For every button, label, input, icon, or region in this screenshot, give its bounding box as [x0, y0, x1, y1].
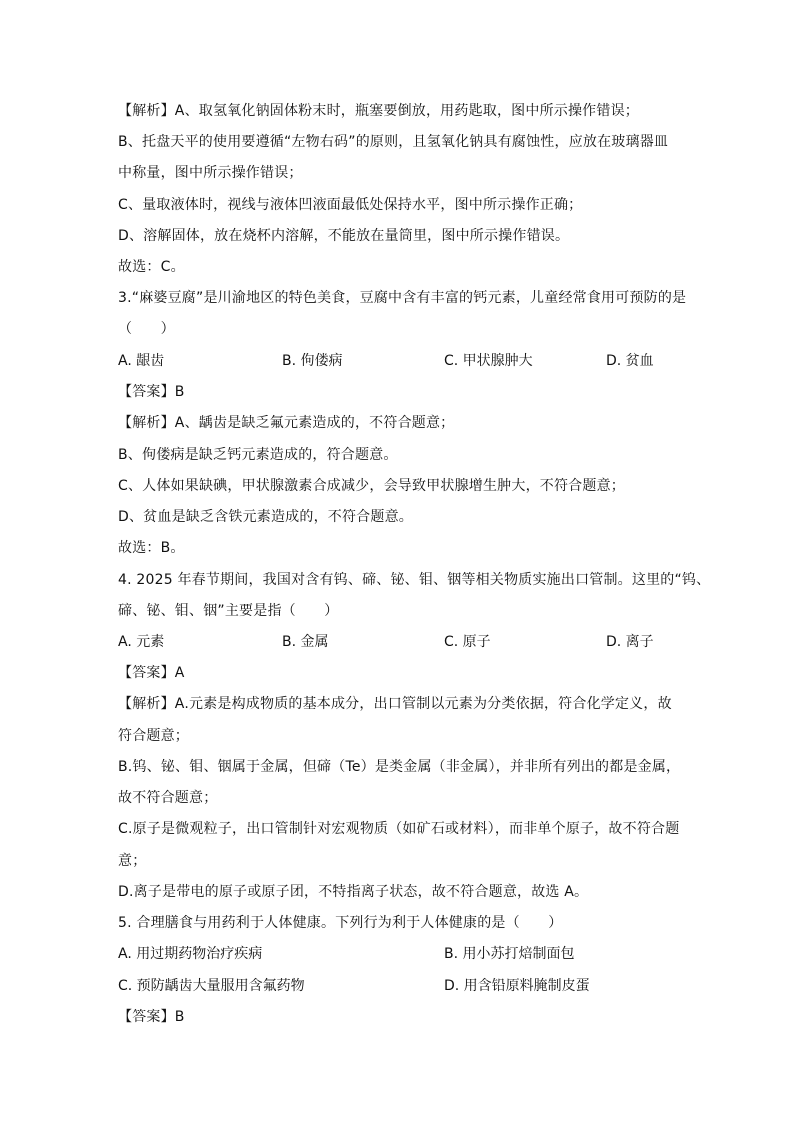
analysis-q2-b-cont: 中称量，图中所示操作错误；: [118, 165, 303, 181]
analysis-q2-c: C、量取液体时，视线与液体凹液面最低处保持水平，图中所示操作正确；: [118, 197, 583, 213]
answer-choice-q2: 故选：C。: [118, 259, 185, 275]
answer-choice-q3: 故选：B。: [118, 540, 185, 556]
q5-option-d: D. 用含铅原料腌制皮蛋: [444, 978, 590, 994]
question-4-stem-cont: 碲、铋、钼、铟”主要是指（ ）: [118, 603, 339, 619]
analysis-q4-b: B.钨、铋、钼、铟属于金属，但碲（Te）是类金属（非金属），并非所有列出的都是金属，: [118, 759, 681, 775]
analysis-q3-b: B、佝偻病是缺乏钙元素造成的，符合题意。: [118, 447, 398, 463]
analysis-q3-d: D、贫血是缺乏含铁元素造成的，不符合题意。: [118, 509, 413, 525]
question-4-stem: 4. 2025 年春节期间，我国对含有钨、碲、铋、钼、铟等相关物质实施出口管制。这里的“钨、: [118, 572, 711, 588]
analysis-q3-a: 【解析】A、龋齿是缺乏氟元素造成的，不符合题意；: [118, 415, 455, 431]
analysis-q4-b-cont: 故不符合题意；: [118, 790, 218, 806]
analysis-q4-d: D.离子是带电的原子或原子团，不特指离子状态，故不符合题意，故选 A。: [118, 884, 589, 900]
q4-option-b: B. 金属: [282, 634, 329, 650]
answer-q5: 【答案】B: [118, 1009, 185, 1025]
analysis-q3-c: C、人体如果缺碘，甲状腺激素合成减少，会导致甲状腺增生肿大，不符合题意；: [118, 478, 625, 494]
answer-q3: 【答案】B: [118, 384, 185, 400]
question-3-stem: 3.“麻婆豆腐”是川渝地区的特色美食，豆腐中含有丰富的钙元素，儿童经常食用可预防的是: [118, 290, 687, 306]
question-5-stem: 5. 合理膳食与用药利于人体健康。下列行为利于人体健康的是（ ）: [118, 915, 563, 931]
q3-option-b: B. 佝偻病: [282, 353, 343, 369]
q4-option-a: A. 元素: [118, 634, 165, 650]
q3-option-d: D. 贫血: [606, 353, 654, 369]
analysis-q4-c: C.原子是微观粒子，出口管制针对宏观物质（如矿石或材料），而非单个原子，故不符合题: [118, 821, 680, 837]
q4-option-d: D. 离子: [606, 634, 654, 650]
question-3-blank: （ ）: [118, 321, 175, 337]
q3-option-a: A. 龈齿: [118, 353, 165, 369]
analysis-q4-a-cont: 符合题意；: [118, 728, 189, 744]
analysis-q4-a: 【解析】A.元素是构成物质的基本成分，出口管制以元素为分类依据，符合化学定义，故: [118, 696, 672, 712]
q4-option-c: C. 原子: [444, 634, 491, 650]
analysis-q2-b: B、托盘天平的使用要遵循“左物右码”的原则，且氢氧化钠具有腐蚀性，应放在玻璃器皿: [118, 134, 669, 150]
analysis-q2-d: D、溶解固体，放在烧杯内溶解，不能放在量筒里，图中所示操作错误。: [118, 228, 570, 244]
q3-option-c: C. 甲状腺肿大: [444, 353, 533, 369]
analysis-q4-c-cont: 意；: [118, 853, 147, 869]
analysis-q2-a: 【解析】A、取氢氧化钠固体粉末时，瓶塞要倒放，用药匙取，图中所示操作错误；: [118, 103, 639, 119]
q5-option-a: A. 用过期药物治疗疾病: [118, 946, 263, 962]
q5-option-c: C. 预防龋齿大量服用含氟药物: [118, 978, 305, 994]
q5-option-b: B. 用小苏打焙制面包: [444, 946, 575, 962]
answer-q4: 【答案】A: [118, 665, 185, 681]
